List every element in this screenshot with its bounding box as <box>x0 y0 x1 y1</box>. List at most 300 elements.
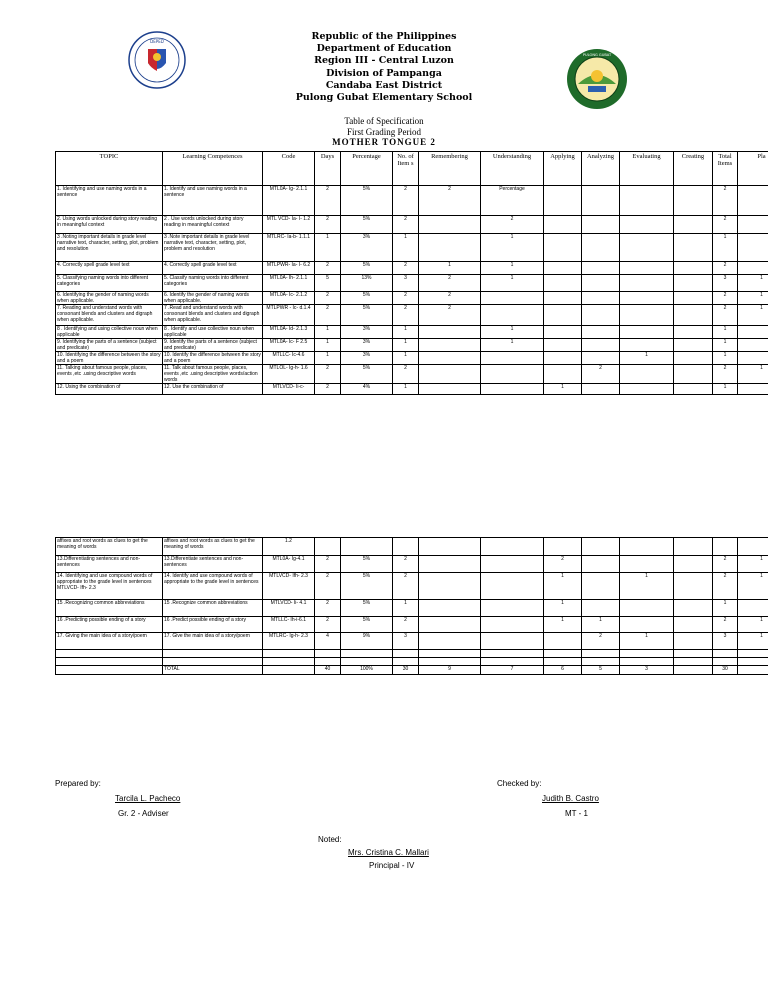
table-row <box>56 633 768 650</box>
table-cell <box>481 633 544 650</box>
table-cell: 5% <box>341 216 393 234</box>
table-cell: 3 <box>393 275 419 292</box>
table-cell <box>481 658 544 666</box>
table-cell: 15 .Recognize common abbreviations <box>163 600 263 617</box>
table-cell <box>419 339 481 352</box>
table-cell <box>56 650 163 658</box>
table-cell <box>582 216 620 234</box>
table-cell <box>582 292 620 305</box>
table-cell: 13.Differentiating sentences and non-sentences <box>56 556 163 573</box>
table-cell: 1 <box>738 275 768 292</box>
table-cell: MTL0A- Ig-4.1 <box>263 556 315 573</box>
table-cell <box>419 556 481 573</box>
table-cell: 10. Identify the difference between the story and a poem <box>164 352 261 364</box>
table-cell <box>544 339 582 352</box>
table-cell: 6. Identify the gender of naming words when applicable. <box>163 292 263 305</box>
table-cell <box>481 617 544 633</box>
table-cell <box>419 365 481 384</box>
table-cell <box>341 658 393 666</box>
table-cell: 1 <box>393 384 419 395</box>
table-row <box>56 339 768 352</box>
table-cell: 2 <box>393 617 419 633</box>
table-cell <box>481 556 544 573</box>
table-cell <box>419 326 481 339</box>
noted-by-name: Mrs. Cristina C. Mallari <box>348 848 429 857</box>
header-line-division: Division of Pampanga <box>326 67 442 79</box>
table-cell: 1 <box>713 326 738 339</box>
table-cell <box>315 658 341 666</box>
table-cell <box>481 292 544 305</box>
table-cell: 1 <box>315 234 341 262</box>
table-cell: 2 . Use words unlocked during story reading in meaningful context <box>163 216 263 234</box>
table-cell: MTLPWR - Ic- d.1.4 <box>263 305 315 326</box>
table-cell: MTL VCD- Ia- I- 1.2 <box>263 216 315 234</box>
table-cell: 11. Talking about famous people, places, events ,etc .using descriptive words <box>56 365 163 384</box>
table-cell <box>544 326 582 339</box>
table-cell: 1 <box>315 326 341 339</box>
table-header-row <box>56 152 768 186</box>
table-cell <box>582 234 620 262</box>
table-cell: affixes and root words as clues to get the meaning of words <box>163 538 263 556</box>
table-cell: 15 .Recognizing common abbreviations <box>56 600 163 617</box>
table-cell <box>674 538 713 556</box>
table-cell <box>481 573 544 600</box>
table-cell: TOTAL <box>163 666 263 675</box>
table-cell: 3% <box>341 352 393 365</box>
table-cell <box>674 365 713 384</box>
table-cell <box>738 538 768 556</box>
table-cell: 2 <box>393 186 419 216</box>
prepared-by-name: Tarcila L. Pacheco <box>115 794 181 803</box>
col-applying: Applying <box>544 152 582 186</box>
table-cell: 1 <box>582 617 620 633</box>
table-cell: 7 .Read and understand words with consonant blends and clusters and digraph when applicable. <box>163 305 263 326</box>
table-cell <box>620 234 674 262</box>
table-cell: 2 <box>393 365 419 384</box>
table-cell: 2 <box>419 305 481 326</box>
table-cell: 1 <box>738 617 768 633</box>
table-row <box>56 617 768 633</box>
table-cell: 2 <box>315 600 341 617</box>
table-cell: 1 <box>544 600 582 617</box>
table-cell <box>481 538 544 556</box>
table-cell <box>620 556 674 573</box>
header-line-republic: Republic of the Philippines <box>311 31 457 42</box>
table-cell: 1 <box>738 365 768 384</box>
checked-by-label: Checked by: <box>497 779 542 788</box>
table-cell <box>713 650 738 658</box>
table-cell <box>544 650 582 658</box>
table-cell <box>674 275 713 292</box>
table-cell <box>620 275 674 292</box>
table-cell: 2 <box>481 216 544 234</box>
table-cell <box>582 573 620 600</box>
prepared-by-role: Gr. 2 - Adviser <box>118 809 169 818</box>
table-cell <box>620 658 674 666</box>
table-cell: 1 <box>481 262 544 275</box>
table-cell: 2 <box>315 262 341 275</box>
col-days: Days <box>315 152 341 186</box>
table-cell <box>674 262 713 275</box>
table-cell: 5. Classify naming words into different categories <box>163 275 263 292</box>
table-cell <box>481 600 544 617</box>
table-cell <box>582 600 620 617</box>
table-cell: 1 <box>481 326 544 339</box>
table-cell: 1 <box>393 352 419 365</box>
table-row <box>56 666 768 675</box>
table-cell: 2. Using words unlocked during story reading in meaningful context <box>56 216 163 234</box>
table-cell: 12. Use the combination of <box>163 384 263 395</box>
prepared-by-block <box>55 779 255 819</box>
table-cell: 2 <box>393 262 419 275</box>
table-cell: 17. Giving the main idea of a story/poem <box>56 633 163 650</box>
table-cell: 3% <box>341 326 393 339</box>
table-cell <box>419 234 481 262</box>
table-cell <box>620 600 674 617</box>
table-cell: 1 <box>481 339 544 352</box>
table-cell: 3 <box>620 666 674 675</box>
table-cell <box>738 326 768 339</box>
header-line-department: Department of Education <box>316 43 452 55</box>
table-cell <box>674 305 713 326</box>
table-cell <box>620 262 674 275</box>
table-cell: MTL0A- Ic- F 2.5 <box>263 339 315 352</box>
table-row <box>56 556 768 573</box>
table-cell: 2 <box>393 573 419 600</box>
col-understanding: Understanding <box>481 152 544 186</box>
table-cell: 5% <box>341 262 393 275</box>
table-cell: 2 <box>713 262 738 275</box>
table-cell: 5% <box>341 292 393 305</box>
col-placement: Pla <box>738 152 768 186</box>
table-cell <box>738 262 768 275</box>
table-cell <box>674 633 713 650</box>
table-cell: MTLOL- Ig-h- 1.6 <box>263 365 315 384</box>
table-cell: 5% <box>341 617 393 633</box>
table-cell <box>163 650 263 658</box>
table-cell <box>620 186 674 216</box>
table-cell: 1. Identifying and use naming words in a sentence <box>56 186 163 216</box>
table-cell: 9 <box>419 666 481 675</box>
table-cell: 100% <box>341 666 393 675</box>
table-cell: 1 <box>738 573 768 600</box>
table-cell: MTLPWR- Ia- I- 6.2 <box>263 262 315 275</box>
col-creating: Creating <box>674 152 713 186</box>
doc-subject: MOTHER TONGUE 2 <box>332 137 436 147</box>
table-cell: 5% <box>341 573 393 600</box>
table-cell: 1 <box>713 234 738 262</box>
table-cell: 4 <box>315 633 341 650</box>
specification-table-part1 <box>55 151 768 395</box>
table-cell: 8 . Identifying and using collective noun when applicable <box>56 326 163 339</box>
noted-by-role: Principal - IV <box>369 861 415 870</box>
table-cell <box>738 352 768 365</box>
table-cell <box>738 339 768 352</box>
table-cell: MTLVCD- Ifh- 2.3 <box>263 573 315 600</box>
table-cell <box>419 650 481 658</box>
table-cell: MTLRC- Ia-b- 1.1.1 <box>263 234 315 262</box>
table-cell: 2 <box>544 556 582 573</box>
table-cell <box>582 339 620 352</box>
header-line-region: Region III - Central Luzon <box>314 55 454 67</box>
table-cell <box>544 186 582 216</box>
table-cell <box>674 617 713 633</box>
table-cell <box>582 352 620 365</box>
table-cell: 1 <box>393 339 419 352</box>
table-row <box>56 186 768 216</box>
table-cell <box>544 633 582 650</box>
table-cell: 1 <box>481 234 544 262</box>
table-cell: 2 <box>582 365 620 384</box>
table-cell: 40 <box>315 666 341 675</box>
table-cell: 2 <box>315 556 341 573</box>
table-cell <box>56 658 163 666</box>
table-cell: 2 <box>713 216 738 234</box>
table-cell <box>620 365 674 384</box>
table-cell <box>419 658 481 666</box>
table-cell <box>738 216 768 234</box>
table-cell: 7. Reading and understand words with consonant blends and clusters and digraph when applicable. <box>56 305 163 326</box>
table-cell: 5. Classifying naming words into different categories <box>56 275 163 292</box>
table-cell <box>393 538 419 556</box>
table-cell: 2 <box>393 305 419 326</box>
checked-by-name: Judith B. Castro <box>542 794 599 803</box>
table-cell <box>315 538 341 556</box>
table-cell: 4. Correctly spell grade level text <box>56 262 163 275</box>
table-cell: 1 <box>544 384 582 395</box>
table-cell <box>582 384 620 395</box>
col-analyzing: Analyzing <box>582 152 620 186</box>
table-cell: 2 <box>315 384 341 395</box>
table-cell <box>674 384 713 395</box>
table-cell: 2 <box>315 305 341 326</box>
table-cell: 6. Identifying the gender of naming words when applicable. <box>56 292 163 305</box>
table-row <box>56 234 768 262</box>
table-row <box>56 650 768 658</box>
table-cell <box>544 538 582 556</box>
table-cell: MTLVCD- Ii-c- <box>263 384 315 395</box>
table-cell <box>481 650 544 658</box>
table-cell <box>674 666 713 675</box>
table-cell <box>674 234 713 262</box>
table-cell: 1 <box>315 352 341 365</box>
table-cell: 1 <box>544 573 582 600</box>
col-percentage: Percentage <box>341 152 393 186</box>
table-cell: 14. Identify and use compound words of appropriate to the grade level in sentences <box>163 573 263 600</box>
header-line-district: Candaba East District <box>325 79 443 91</box>
table-cell: 1. Identify and use naming words in a sentence <box>163 186 263 216</box>
table-cell: 4% <box>341 384 393 395</box>
table-cell: 30 <box>713 666 738 675</box>
table-cell: 1 <box>738 633 768 650</box>
table-cell: 5% <box>341 365 393 384</box>
table-cell <box>620 216 674 234</box>
table-cell: 5% <box>341 305 393 326</box>
table-cell: 1 <box>315 339 341 352</box>
table-cell <box>738 650 768 658</box>
table-cell <box>738 666 768 675</box>
table-cell: 6 <box>544 666 582 675</box>
table-cell: 1 <box>393 326 419 339</box>
col-topic: TOPIC <box>56 152 163 186</box>
table-cell <box>620 650 674 658</box>
noted-by-label: Noted: <box>318 835 342 844</box>
table-cell <box>419 617 481 633</box>
table-row <box>56 384 768 395</box>
table-row <box>56 365 768 384</box>
table-cell: 1 <box>713 352 738 365</box>
table-cell: 2 <box>713 292 738 305</box>
specification-table-part2 <box>55 537 768 675</box>
table-cell <box>620 326 674 339</box>
table-row <box>56 216 768 234</box>
table-cell <box>315 650 341 658</box>
table-cell: 13.Differentiate sentences and non-sentences <box>163 556 263 573</box>
table-cell <box>674 326 713 339</box>
table-row <box>56 600 768 617</box>
prepared-by-label: Prepared by: <box>55 779 101 788</box>
table-cell: 1 <box>481 275 544 292</box>
table-cell: 3 <box>713 275 738 292</box>
table-cell: 3 .Note important details in grade level narrative text, character, setting, plot, problem and resolution <box>163 234 263 262</box>
table-cell: 8 . Identify and use collective noun when applicable <box>163 326 263 339</box>
col-competences: Learning Competences <box>163 152 263 186</box>
table-cell <box>263 658 315 666</box>
table-cell: 5% <box>341 186 393 216</box>
table-cell: 2 <box>713 573 738 600</box>
table-cell: 30 <box>393 666 419 675</box>
table-cell: 1 <box>713 339 738 352</box>
table-cell: 2 <box>315 292 341 305</box>
table-row <box>56 275 768 292</box>
col-remembering: Remembering <box>419 152 481 186</box>
table-cell: MTL0A- Ic- 2.1.2 <box>263 292 315 305</box>
table-cell: MTLVCD- Ii- 4.1 <box>263 600 315 617</box>
table-cell: 2 <box>713 617 738 633</box>
table-cell <box>620 617 674 633</box>
table-cell <box>393 650 419 658</box>
table-cell <box>341 650 393 658</box>
table-cell <box>419 633 481 650</box>
table-cell <box>738 600 768 617</box>
checked-by-role: MT - 1 <box>565 809 588 818</box>
table-cell: 4. Correctly spell grade level text <box>163 262 263 275</box>
table-cell: 3 <box>393 633 419 650</box>
table-cell <box>544 292 582 305</box>
table-row <box>56 538 768 556</box>
table-cell <box>674 216 713 234</box>
table-cell <box>544 305 582 326</box>
doc-period: First Grading Period <box>347 126 421 137</box>
table-cell <box>620 292 674 305</box>
noted-by-block <box>318 835 518 871</box>
table-cell: 11. Talk about famous people, places, events ,etc .using descriptive words/action words <box>163 365 263 384</box>
checked-by-block <box>497 779 697 819</box>
table-cell <box>674 352 713 365</box>
table-cell: MTL0A- Ig- 2.1.1 <box>263 186 315 216</box>
table-cell <box>582 658 620 666</box>
table-cell <box>674 600 713 617</box>
table-row <box>56 326 768 339</box>
table-cell: 3 <box>713 633 738 650</box>
table-cell <box>582 305 620 326</box>
table-cell: 16 .Predicting possible ending of a story <box>56 617 163 633</box>
table-cell: 2 <box>315 573 341 600</box>
table-cell <box>263 650 315 658</box>
table-cell <box>713 658 738 666</box>
table-cell: 7 <box>481 666 544 675</box>
table-cell <box>419 384 481 395</box>
table-cell <box>738 384 768 395</box>
table-row <box>56 573 768 600</box>
table-cell: MTL0A- Id- 2.1.3 <box>263 326 315 339</box>
table-cell: Percentage <box>481 186 544 216</box>
table-cell <box>419 573 481 600</box>
table-cell <box>674 339 713 352</box>
table-cell <box>620 339 674 352</box>
table-cell: 1 <box>620 573 674 600</box>
table-cell: 5% <box>341 600 393 617</box>
table-row <box>56 305 768 326</box>
table-cell <box>419 352 481 365</box>
document-header <box>0 31 768 104</box>
table-cell <box>620 305 674 326</box>
table-cell: affixes and root words as clues to get the meaning of words <box>56 538 163 556</box>
table-cell: 2 <box>315 186 341 216</box>
col-total-items: Total Items <box>713 152 738 186</box>
table-cell: 2 <box>419 186 481 216</box>
table-cell: 2 <box>315 216 341 234</box>
table-cell: 12. Using the combination of <box>56 384 163 395</box>
table-cell: 1 <box>713 600 738 617</box>
table-cell: 5% <box>341 556 393 573</box>
table-cell <box>582 538 620 556</box>
table-cell <box>738 658 768 666</box>
table-cell <box>481 305 544 326</box>
table-cell: 2 <box>315 365 341 384</box>
table-cell: 1 <box>620 633 674 650</box>
table-cell <box>674 292 713 305</box>
table-cell: 2 <box>713 365 738 384</box>
table-cell: 1.2 <box>263 538 315 556</box>
table-cell: 2 <box>393 292 419 305</box>
table-cell <box>582 556 620 573</box>
table-cell <box>674 658 713 666</box>
table-cell: 2 <box>419 275 481 292</box>
table-cell <box>582 186 620 216</box>
table-cell: 1 <box>713 384 738 395</box>
table-row <box>56 658 768 666</box>
table-cell <box>419 600 481 617</box>
table-cell: 3% <box>341 339 393 352</box>
table-cell <box>419 216 481 234</box>
table-cell: 10. Identifying the difference between the story and a poem <box>57 352 161 364</box>
table-cell <box>582 262 620 275</box>
table-cell: 1 <box>620 352 674 365</box>
table-cell: 2 <box>393 556 419 573</box>
table-cell: 1 <box>393 234 419 262</box>
table-cell <box>341 538 393 556</box>
table-cell <box>481 352 544 365</box>
table-cell: 9% <box>341 633 393 650</box>
table-cell: 1 <box>738 305 768 326</box>
table-cell: 2 <box>315 617 341 633</box>
table-cell <box>582 326 620 339</box>
table-cell: 2 <box>713 305 738 326</box>
table-cell: 3% <box>341 234 393 262</box>
table-cell <box>582 275 620 292</box>
table-cell: 2 <box>393 216 419 234</box>
